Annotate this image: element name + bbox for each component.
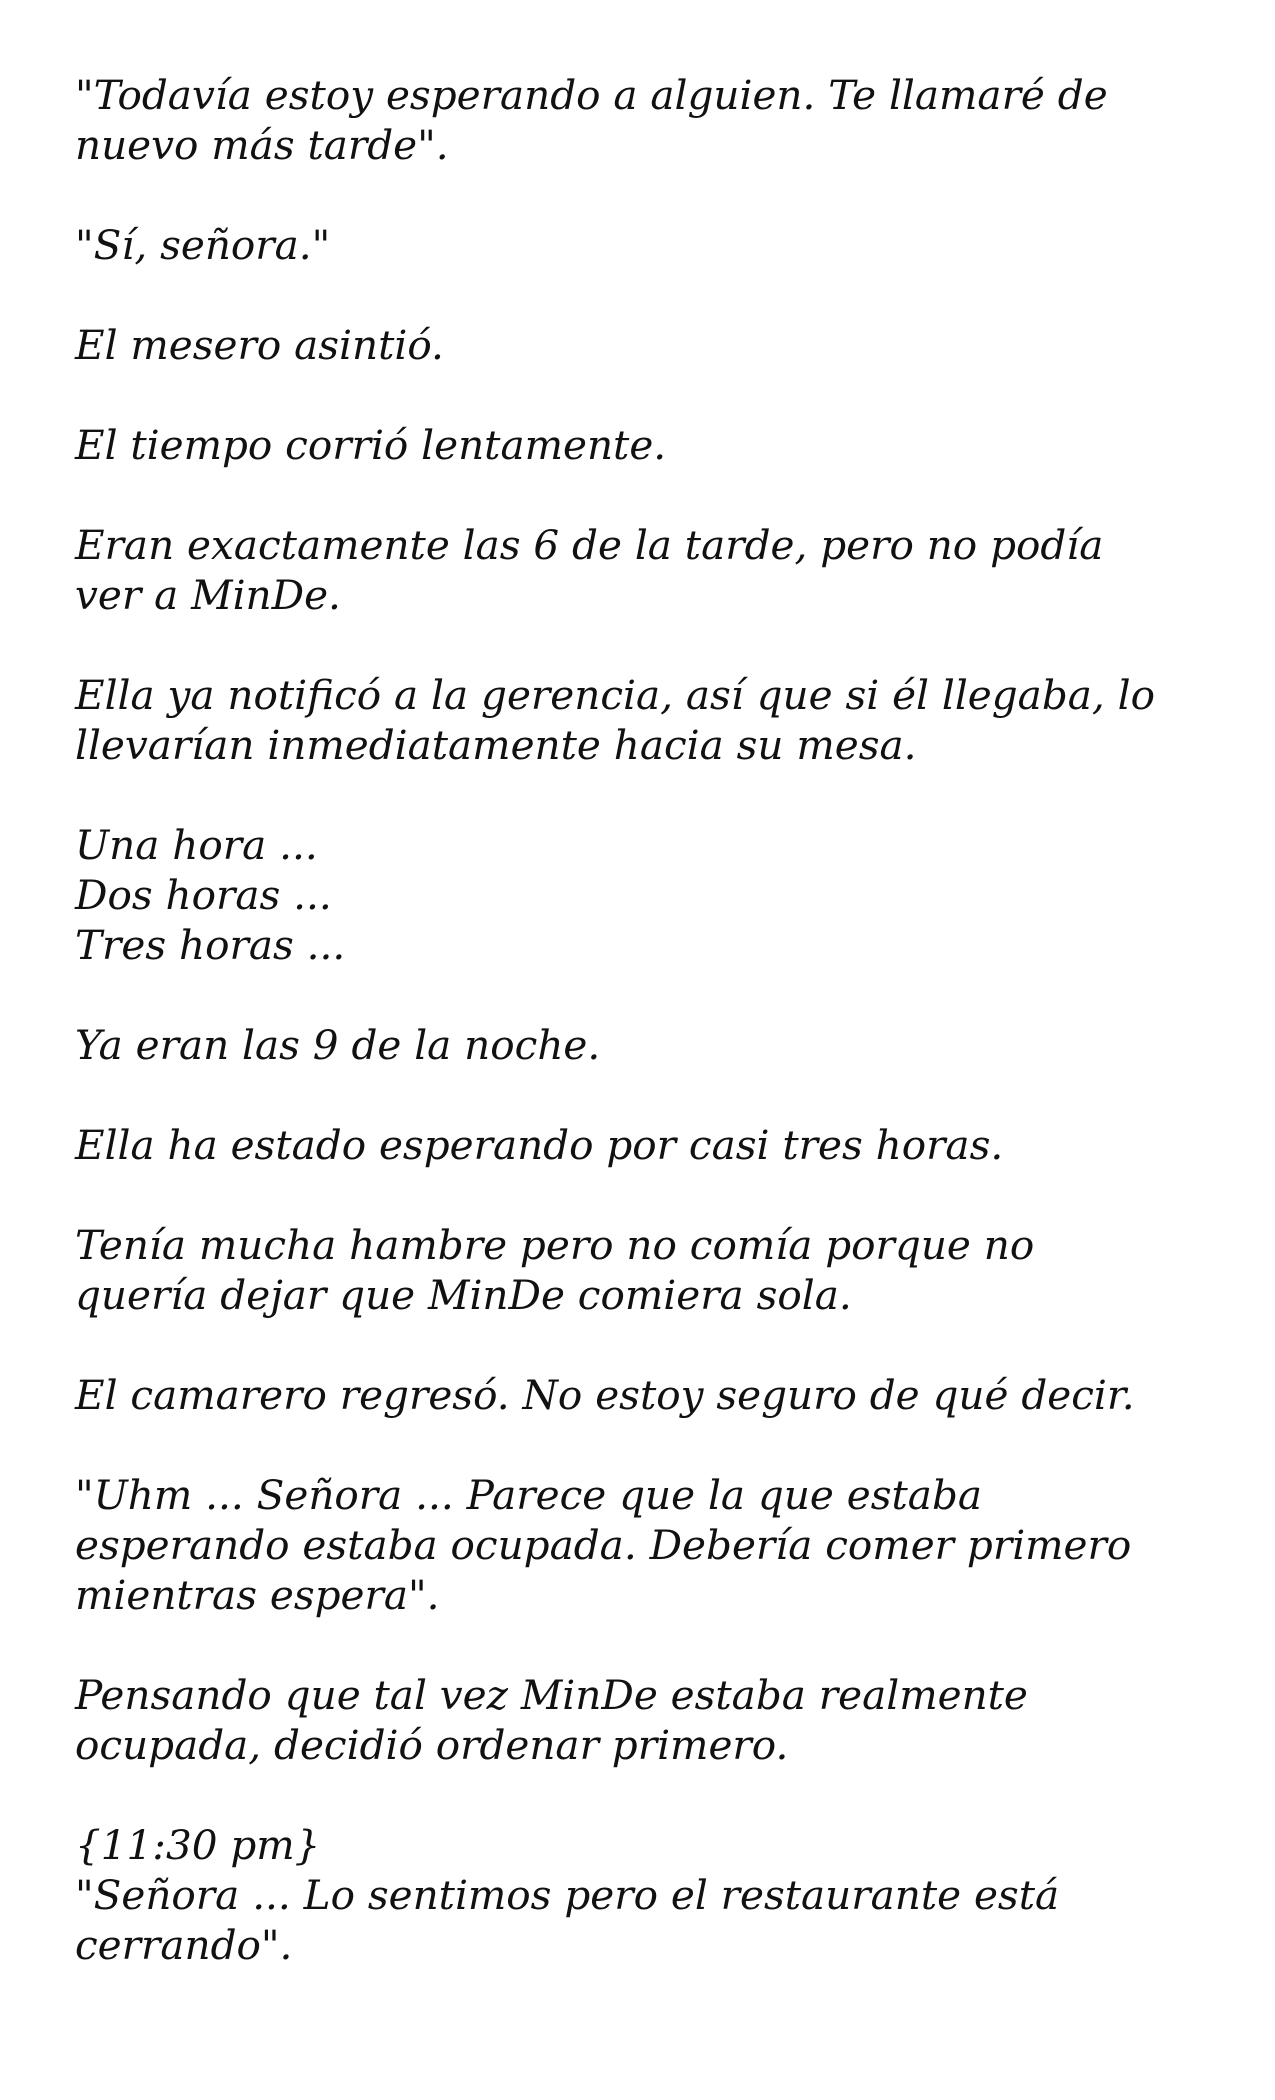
paragraph-1: "Todavía estoy esperando a alguien. Te llamaré de nuevo más tarde".: [75, 71, 1108, 169]
paragraph-11: El camarero regresó. No estoy seguro de qué decir.: [75, 1371, 1135, 1419]
paragraph-14: {11:30 pm} "Señora ... Lo sentimos pero el restaurante está cerrando".: [75, 1821, 1060, 1969]
paragraph-8: Ya eran las 9 de la noche.: [75, 1021, 601, 1069]
paragraph-7: Una hora ... Dos horas ... Tres horas ...: [75, 821, 346, 969]
paragraph-13: Pensando que tal vez MinDe estaba realmente ocupada, decidió ordenar primero.: [75, 1671, 1028, 1769]
story-text: [75, 70, 1215, 1970]
paragraph-2: "Sí, señora.": [75, 221, 331, 269]
paragraph-4: El tiempo corrió lentamente.: [75, 421, 667, 469]
paragraph-3: El mesero asintió.: [75, 321, 444, 369]
paragraph-10: Tenía mucha hambre pero no comía porque no quería dejar que MinDe comiera sola.: [75, 1221, 1035, 1319]
paragraph-9: Ella ha estado esperando por casi tres horas.: [75, 1121, 1004, 1169]
paragraph-6: Ella ya notificó a la gerencia, así que si él llegaba, lo llevarían inmediatamente hacia su mesa.: [75, 671, 1155, 769]
paragraph-5: Eran exactamente las 6 de la tarde, pero no podía ver a MinDe.: [75, 521, 1104, 619]
paragraph-12: "Uhm ... Señora ... Parece que la que estaba esperando estaba ocupada. Debería comer primero mientras espera".: [75, 1471, 1132, 1619]
